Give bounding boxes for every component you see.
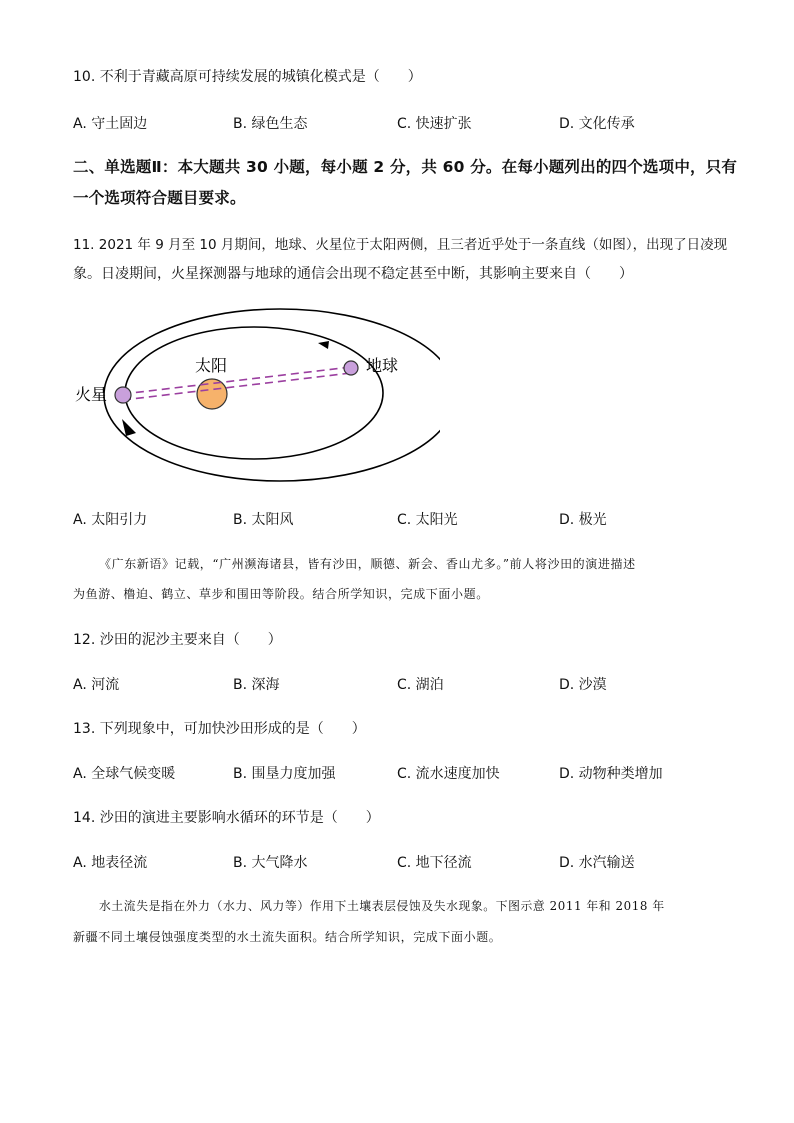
q12-option-b: B. 深海 — [233, 677, 280, 693]
q14-stem: 14. 沙田的演进主要影响水循环的环节是（ ） — [73, 810, 380, 826]
q13-option-d: D. 动物种类增加 — [559, 766, 663, 782]
material2-line1: 水土流失是指在外力（水力、风力等）作用下土壤表层侵蚀及失水现象。下图示意 2011 年和 2018 年 — [99, 899, 665, 913]
q13-stem: 13. 下列现象中，可加快沙田形成的是（ ） — [73, 721, 366, 737]
earth-label: 地球 — [366, 356, 399, 375]
q14-option-c: C. 地下径流 — [397, 855, 472, 871]
earth-orbit-arrow — [318, 341, 329, 349]
material1-line2: 为鱼游、橹迫、鹤立、草步和围田等阶段。结合所学知识，完成下面小题。 — [73, 587, 489, 601]
q11-option-d: D. 极光 — [559, 512, 607, 528]
q11-option-c: C. 太阳光 — [397, 512, 458, 528]
earth-orbit — [125, 327, 383, 459]
q10-option-a: A. 守土固边 — [73, 116, 148, 132]
mars — [115, 387, 131, 403]
mars-orbit-arrow — [122, 419, 136, 436]
q14-option-b: B. 大气降水 — [233, 855, 308, 871]
q13-option-b: B. 围垦力度加强 — [233, 766, 336, 782]
q12-option-d: D. 沙漠 — [559, 677, 607, 693]
q11-option-a: A. 太阳引力 — [73, 512, 148, 528]
q10-stem: 10. 不利于青藏高原可持续发展的城镇化模式是（ ） — [73, 69, 422, 85]
sun-label: 太阳 — [195, 356, 228, 375]
solar-conjunction-figure — [70, 305, 440, 485]
q13-option-a: A. 全球气候变暖 — [73, 766, 176, 782]
mars-label: 火星 — [75, 385, 108, 404]
q14-option-a: A. 地表径流 — [73, 855, 148, 871]
q10-option-d: D. 文化传承 — [559, 116, 635, 132]
sun — [197, 379, 227, 409]
q12-option-a: A. 河流 — [73, 677, 120, 693]
q13-option-c: C. 流水速度加快 — [397, 766, 500, 782]
q12-option-c: C. 湖泊 — [397, 677, 444, 693]
section2-heading-line2: 一个选项符合题目要求。 — [73, 189, 246, 207]
sight-line-upper — [123, 367, 351, 394]
q11-stem-line2: 象。日凌期间，火星探测器与地球的通信会出现不稳定甚至中断，其影响主要来自（ ） — [73, 266, 633, 282]
q11-stem-line1: 11. 2021 年 9 月至 10 月期间，地球、火星位于太阳两侧，且三者近乎处于一条直线（如图），出现了日凌现 — [73, 237, 728, 253]
q14-option-d: D. 水汽输送 — [559, 855, 635, 871]
q12-stem: 12. 沙田的泥沙主要来自（ ） — [73, 632, 282, 648]
section2-heading-line1: 二、单选题Ⅱ：本大题共 30 小题，每小题 2 分，共 60 分。在每小题列出的四个选项中，只有 — [73, 158, 738, 176]
q11-option-b: B. 太阳风 — [233, 512, 294, 528]
q10-option-c: C. 快速扩张 — [397, 116, 472, 132]
material2-line2: 新疆不同土壤侵蚀强度类型的水土流失面积。结合所学知识，完成下面小题。 — [73, 930, 502, 944]
material1-line1: 《广东新语》记载，“广州濒海诸县，皆有沙田，顺德、新会、香山尤多。”前人将沙田的演进描述 — [99, 557, 636, 571]
sight-line-lower — [123, 373, 351, 400]
mars-orbit — [104, 309, 440, 481]
earth — [344, 361, 358, 375]
q10-option-b: B. 绿色生态 — [233, 116, 308, 132]
